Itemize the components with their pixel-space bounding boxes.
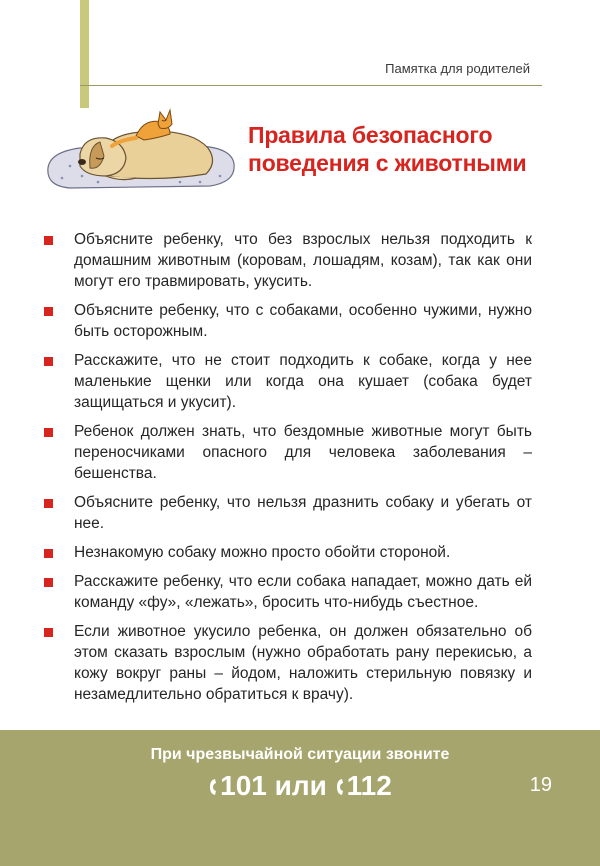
rule-text: Ребенок должен знать, что бездомные животные могут быть переносчиками опасного для человека заболевания – бешенства.: [74, 423, 532, 482]
emergency-number-112: 112: [346, 770, 392, 801]
emergency-footer: [0, 730, 600, 866]
phone-icon: [335, 777, 345, 797]
emergency-number-101: 101: [220, 770, 267, 801]
rule-text: Расскажите ребенку, что если собака нападает, можно дать ей команду «фу», «лежать», бросить что-нибудь съестное.: [74, 573, 532, 611]
sleeping-dog-and-cat-illustration: [40, 96, 240, 196]
bullet-square-icon: [44, 236, 53, 245]
decorative-vertical-bar: [80, 0, 89, 108]
bullet-square-icon: [44, 549, 53, 558]
list-item: [44, 350, 532, 413]
emergency-numbers: [0, 770, 600, 802]
numbers-separator: или: [266, 770, 335, 801]
emergency-text: При чрезвычайной ситуации звоните: [150, 746, 450, 763]
rule-text: Объясните ребенку, что нельзя дразнить собаку и убегать от нее.: [74, 494, 532, 532]
list-item: [44, 571, 532, 613]
list-item: [44, 229, 532, 292]
bullet-square-icon: [44, 307, 53, 316]
bullet-square-icon: [44, 428, 53, 437]
page-number: 19: [529, 774, 552, 796]
page-title: [248, 121, 568, 177]
phone-icon: [208, 777, 218, 797]
list-item: [44, 542, 532, 563]
bullet-square-icon: [44, 578, 53, 587]
rule-text: Объясните ребенку, что с собаками, особенно чужими, нужно быть осторожным.: [74, 302, 532, 340]
rule-text: Объясните ребенку, что без взрослых нельзя подходить к домашним животным (коровам, лошадям, козам), так как они могут его травмировать, укусить.: [74, 231, 532, 290]
rule-text: Если животное укусило ребенка, он должен обязательно об этом сказать взрослым (нужно обработать рану перекисью, а кожу вокруг раны – йодом, наложить стерильную повязку и незамедлительно обратиться к врачу).: [74, 623, 532, 703]
list-item: [44, 421, 532, 484]
list-item: [44, 492, 532, 534]
rule-text: Расскажите, что не стоит подходить к собаке, когда у нее маленькие щенки или когда она кушает (собака будет защищаться и укусит).: [74, 352, 532, 411]
header-divider: [80, 85, 542, 86]
title-line-2: поведения с животными: [248, 150, 527, 176]
title-line-1: Правила безопасного: [248, 122, 493, 148]
rule-text: Незнакомую собаку можно просто обойти стороной.: [74, 544, 451, 561]
bullet-square-icon: [44, 499, 53, 508]
header-label: Памятка для родителей: [385, 61, 530, 76]
list-item: [44, 300, 532, 342]
rules-list: [44, 229, 532, 713]
bullet-square-icon: [44, 628, 53, 637]
bullet-square-icon: [44, 357, 53, 366]
list-item: [44, 621, 532, 705]
